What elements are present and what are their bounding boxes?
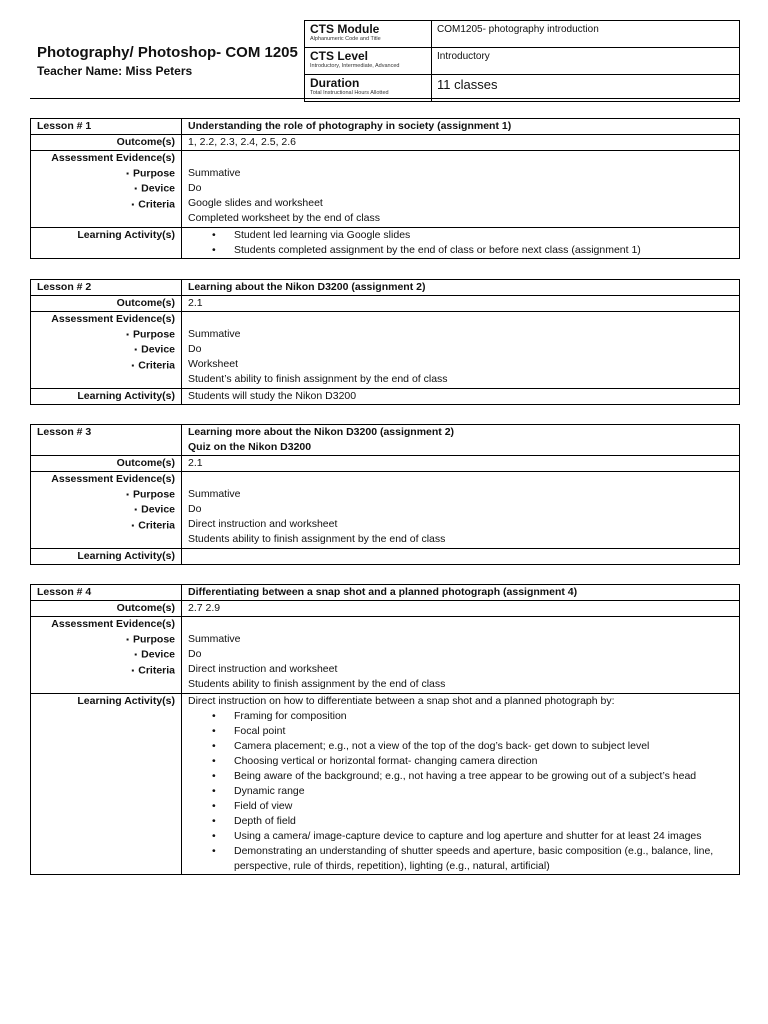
lesson-header-row	[31, 280, 740, 296]
square-bullet-icon: ▪	[126, 169, 129, 178]
assessment-row	[31, 312, 740, 389]
outcomes-label: Outcome(s)	[31, 296, 182, 312]
cts-info-table	[304, 20, 740, 102]
activity-label: Learning Activity(s)	[31, 693, 182, 874]
list-item: • Using a camera/ image-capture device to capture and log aperture and shutter for at least 24 images	[212, 829, 733, 844]
square-bullet-icon: ▪	[126, 330, 129, 339]
criteria-label: Criteria	[138, 663, 175, 676]
cts-module-value: COM1205- photography introduction	[432, 21, 740, 48]
lesson-title: Understanding the role of photography in society (assignment 1)	[182, 119, 740, 135]
cts-row	[305, 21, 740, 48]
lesson-header-row	[31, 425, 740, 456]
activity-row	[31, 388, 740, 404]
device-label: Device	[141, 343, 175, 356]
device-value: Do	[188, 343, 202, 355]
duration-value: 11 classes	[432, 75, 740, 102]
list-item: • Dynamic range	[212, 784, 733, 799]
criteria-label: Criteria	[138, 358, 175, 371]
criteria-value: Google slides and worksheet	[188, 197, 323, 209]
lesson-header-row	[31, 119, 740, 135]
teacher-name: Teacher Name: Miss Peters	[37, 64, 193, 78]
list-item: • Camera placement; e.g., not a view of the top of the dog’s back- get down to subject level	[212, 739, 733, 754]
purpose-value: Summative	[188, 328, 241, 340]
outcomes-value: 2.1	[182, 296, 740, 312]
square-bullet-icon: ▪	[126, 490, 129, 499]
assessment-label: Assessment Evidence(s)	[51, 618, 175, 630]
activity-row	[31, 548, 740, 564]
activity-value: Students will study the Nikon D3200	[182, 388, 740, 404]
lesson-title: Learning about the Nikon D3200 (assignment 2)	[182, 280, 740, 296]
activity-value	[182, 548, 740, 564]
lesson-header-row	[31, 585, 740, 601]
criteria-label: Criteria	[138, 197, 175, 210]
cts-module-label: CTS Module	[310, 22, 380, 36]
cts-level-value: Introductory	[432, 48, 740, 75]
assessment-row	[31, 617, 740, 694]
purpose-value: Summative	[188, 167, 241, 179]
list-item: • Students completed assignment by the end of class or before next class (assignment 1)	[212, 243, 733, 258]
device-label: Device	[141, 648, 175, 661]
lesson-3-table	[30, 424, 740, 565]
square-bullet-icon: ▪	[131, 360, 135, 370]
lesson-number: Lesson # 3	[31, 425, 182, 456]
purpose-value: Summative	[188, 488, 241, 500]
criteria-value: Direct instruction and worksheet	[188, 518, 338, 530]
square-bullet-icon: ▪	[131, 520, 135, 530]
activity-label: Learning Activity(s)	[31, 548, 182, 564]
lesson-number: Lesson # 4	[31, 585, 182, 601]
cts-row	[305, 48, 740, 75]
page-title: Photography/ Photoshop- COM 1205	[37, 44, 298, 61]
activity-list	[188, 228, 733, 258]
outcomes-row	[31, 601, 740, 617]
outcomes-value: 2.7 2.9	[182, 601, 740, 617]
list-item: • Field of view	[212, 799, 733, 814]
activity-row	[31, 227, 740, 258]
lesson-subtitle: Quiz on the Nikon D3200	[188, 441, 312, 453]
lesson-title: Differentiating between a snap shot and a planned photograph (assignment 4)	[182, 585, 740, 601]
duration-label: Duration	[310, 76, 360, 90]
criteria-value: Direct instruction and worksheet	[188, 663, 338, 675]
list-item: • Being aware of the background; e.g., not having a tree appear to be growing out of a subject’s head	[212, 769, 733, 784]
lesson-2-table	[30, 279, 740, 405]
purpose-label: Purpose	[132, 167, 175, 180]
device-label: Device	[141, 503, 175, 516]
lesson-1-table	[30, 118, 740, 259]
lesson-number: Lesson # 2	[31, 280, 182, 296]
criteria-value: Worksheet	[188, 358, 238, 370]
cts-level-label: CTS Level	[310, 49, 369, 63]
square-bullet-icon: ▪	[131, 199, 135, 209]
activity-intro: Direct instruction on how to differentiate between a snap shot and a planned photograph by:	[188, 694, 615, 707]
purpose-label: Purpose	[132, 328, 175, 341]
lesson-4-table	[30, 584, 740, 875]
purpose-label: Purpose	[132, 633, 175, 646]
criteria-detail: Students ability to finish assignment by the end of class	[188, 533, 446, 545]
outcomes-value: 1, 2.2, 2.3, 2.4, 2.5, 2.6	[182, 135, 740, 151]
criteria-label: Criteria	[138, 518, 175, 531]
list-item: • Demonstrating an understanding of shutter speeds and aperture, basic composition (e.g., balance, line, perspective, rule of thirds, repetition), lighting (e.g., natural, artificial)	[212, 844, 733, 874]
outcomes-row	[31, 296, 740, 312]
outcomes-label: Outcome(s)	[31, 601, 182, 617]
outcomes-row	[31, 135, 740, 151]
lesson-number: Lesson # 1	[31, 119, 182, 135]
criteria-detail: Students ability to finish assignment by the end of class	[188, 678, 446, 690]
assessment-label: Assessment Evidence(s)	[51, 313, 175, 325]
assessment-label: Assessment Evidence(s)	[51, 152, 175, 164]
header-divider	[30, 98, 740, 99]
outcomes-row	[31, 456, 740, 472]
purpose-label: Purpose	[132, 488, 175, 501]
device-value: Do	[188, 648, 202, 660]
device-label: Device	[141, 182, 175, 195]
device-value: Do	[188, 182, 202, 194]
square-bullet-icon: ▪	[134, 505, 138, 515]
criteria-detail: Completed worksheet by the end of class	[188, 212, 381, 224]
list-item: • Framing for composition	[212, 709, 733, 724]
list-item: • Choosing vertical or horizontal format- changing camera direction	[212, 754, 733, 769]
lesson-title: Learning more about the Nikon D3200 (assignment 2)	[188, 426, 455, 438]
outcomes-value: 2.1	[182, 456, 740, 472]
cts-module-sub: Alphanumeric Code and Title	[310, 36, 381, 42]
assessment-label: Assessment Evidence(s)	[51, 473, 175, 485]
list-item: • Focal point	[212, 724, 733, 739]
assessment-row	[31, 151, 740, 228]
activity-label: Learning Activity(s)	[31, 227, 182, 258]
activity-list	[188, 709, 733, 874]
square-bullet-icon: ▪	[134, 650, 138, 660]
square-bullet-icon: ▪	[134, 345, 138, 355]
outcomes-label: Outcome(s)	[31, 135, 182, 151]
device-value: Do	[188, 503, 202, 515]
activity-label: Learning Activity(s)	[31, 388, 182, 404]
assessment-row	[31, 472, 740, 549]
outcomes-label: Outcome(s)	[31, 456, 182, 472]
activity-row	[31, 693, 740, 874]
purpose-value: Summative	[188, 633, 241, 645]
square-bullet-icon: ▪	[126, 635, 129, 644]
square-bullet-icon: ▪	[134, 184, 138, 194]
list-item: • Student led learning via Google slides	[212, 228, 733, 243]
list-item: • Depth of field	[212, 814, 733, 829]
duration-sub: Total Instructional Hours Allotted	[310, 90, 389, 96]
square-bullet-icon: ▪	[131, 665, 135, 675]
cts-level-sub: Introductory, Intermediate, Advanced	[310, 63, 400, 69]
criteria-detail: Student’s ability to finish assignment by the end of class	[188, 373, 448, 385]
